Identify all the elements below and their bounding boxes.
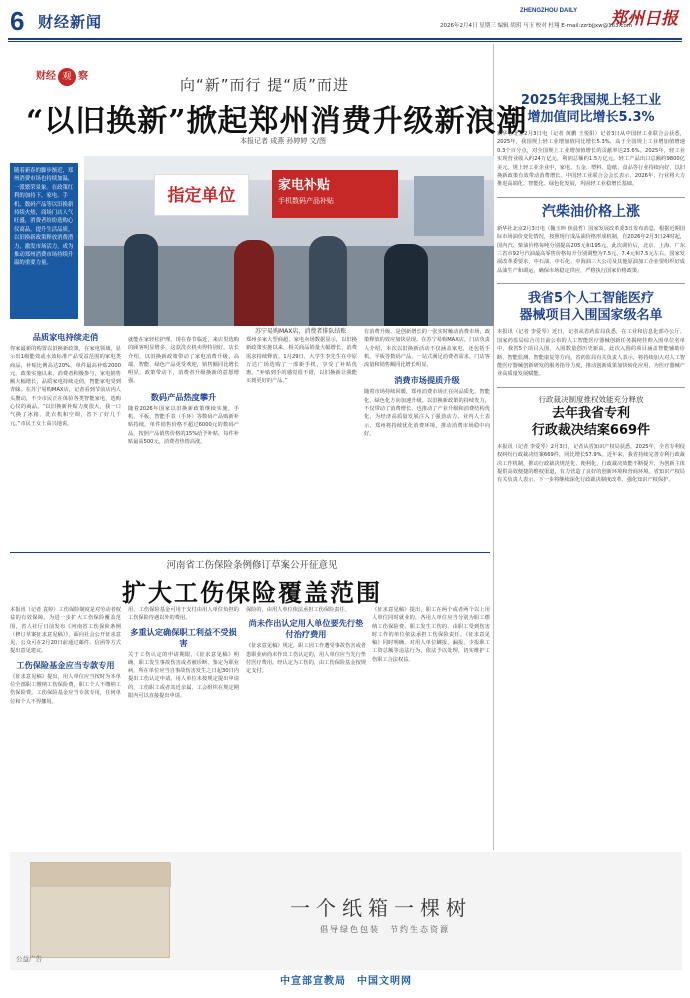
ad-box-lid	[31, 863, 171, 887]
story2-heading: 汽柴油价格上涨	[542, 203, 640, 220]
ad-footer	[10, 972, 682, 992]
photo-caption: 苏宁易购MAX店，消费者排队结账	[255, 328, 347, 335]
paper-english-name: ZHENGZHOU DAILY	[520, 8, 578, 14]
column-kicker	[36, 64, 104, 86]
second-col3-text: 保险的，由用人单位依法承担工伤保险责任。	[246, 607, 350, 613]
story1-heading-1: 2025年我国规上轻工业	[520, 93, 662, 108]
second-col-2	[128, 606, 239, 700]
col4-text-2: 随着市场持续回暖，郑州消费市场正在向品质化、智能化、绿色化方向加速升级。以旧换新政策的持续发力，不仅带动了消费增长，也推动了产业升级和消费结构优化，为经济高质量发展注入了强劲动力。业内人士表示，郑州将持续优化消费环境，推动消费市场稳中向好。	[364, 389, 490, 437]
story4-heading-1: 去年我省专利	[551, 405, 630, 421]
col2-heading: 数码产品热度攀升	[150, 391, 217, 402]
story3	[497, 283, 685, 378]
second-col1-text: 本报讯（记者 袁婷）工伤保险制度是对劳动者权益的有效保障。为进一步扩大工伤保险覆盖范围，省人社厅日前发布《河南省工伤保险条例（修订草案征求意见稿）》，面向社会公开征求意见，公众可在2月20日前通过邮件、信函等方式提出意见建议。	[10, 607, 121, 655]
photo-sign-subsidy-title: 家电补贴	[278, 178, 331, 193]
paper-logo: 郑州日报	[610, 9, 678, 29]
main-col-3	[246, 336, 357, 386]
person-2	[234, 240, 274, 326]
second-col3-heading: 尚未作出认定用人单位要先行垫付治疗费用	[248, 618, 364, 640]
kicker-left: 财经	[36, 71, 56, 82]
second-col4-text: 《征求意见稿》提出，职工在两个或者两个以上用人单位同时就业的，各用人单位应当分别为职工缴纳工伤保险费。职工发生工伤的，由职工受到伤害时工作的单位依法承担工伤保险责任。《征求意见稿》同时明确，对用人单位瞒报、漏报、少报职工工资总额等违法行为，依法予以处理，切实维护工伤职工合法权益。	[372, 607, 490, 663]
public-service-ad	[10, 852, 682, 970]
story4-body: 本报讯（记者 李爱琴）2月3日，记者从省知识产权局获悉，2025年，全省专利侵权纠纷行政裁决结案669件，同比增长57.9%。近年来，我省持续完善专利行政裁决工作机制，推动行政裁决规范化、便利化，行政裁决效能不断提升，为创新主体提供高效便捷的维权渠道，有力营造了良好的创新环境和营商环境。省知识产权局有关负责人表示，下一步将继续深化行政裁决制度改革，强化知识产权保护。	[497, 443, 685, 484]
story3-heading-2: 器械项目入围国家级名单	[519, 308, 663, 324]
person-1	[124, 234, 158, 326]
second-story-header	[10, 557, 494, 608]
col2-text-2: 随着2026年国家以旧换新政策继续实施，手机、平板、智能手表（手环）等数码产品购新补贴持续。单件销售价格不超过6000元的数码产品，按照产品销售价格的15%给予补贴，每件补贴最高500元，消费者热情高涨。	[128, 405, 239, 445]
second-col1-text-2: 《征求意见稿》提出，用人单位应当按时为本单位全部职工缴纳工伤保险费，职工个人不缴纳工伤保险费。工伤保险基金应当专款专用，任何单位和个人不得挪用。	[10, 673, 121, 705]
section-name: 财经新闻	[38, 13, 103, 31]
right-column	[497, 44, 685, 485]
col2-text: 就能在家轻松护理。现在春节临近，来店里选购的顾客明显增多，这款洗衣机卖得特别好。店长介绍，以旧换新政策带动了家电消费升级，高端、智能、绿色产品更受欢迎，销售额同比增长明显。政策带动下，消费者升级换新的意愿增强。	[128, 337, 239, 385]
ad-title: 一个纸箱一棵树	[290, 896, 472, 920]
second-headline: 扩大工伤保险覆盖范围	[122, 578, 382, 607]
story1-body: 新华社北京2月3日电（记者 黄鹏 王悦阳）记者3日从中国轻工业联合会获悉，2025年，我国规上轻工业增加值同比增长5.3%，高于全国规上工业增加值增速0.3个百分点，对全国规上工业增加值增长的贡献率达23.6%。2025年，轻工业实现营业收入约24万亿元，利润总额约1.5万亿元。轻工产品出口总额约9800亿美元。规上轻工业企业中，家电、五金、塑料、造纸、食品等行业持续向好，以旧换新政策有效带动消费增长。中国轻工业联合会会长表示，2026年，行业将大力推进高端化、智能化、绿色化发展，巩固轻工业稳增长基础。	[497, 131, 685, 188]
section-rule	[10, 552, 490, 553]
col4-text: 有消费升级、是创新增长的一张实时触动消费市场，政策释放的效应加快显现。在苏宁易购MAX店，门店负责人介绍，本次以旧换新活动不仅涵盖家电，还包括手机、平板等数码产品，一站式满足消费者需求，门店客流量和销售额同比增长明显。	[364, 329, 490, 369]
lead-summary-box: 随着新春的脚步渐近，郑州消费市场也持续加温，一派繁荣景象。在政策红利的加持下，家电、手机、数码产品等以旧换新持续火热，商场门店人气旺盛，消费者纷纷选购心仪商品，提升生活品质。以旧换新政策释放消费潜力，激发市场活力，成为推动郑州消费市场持续升温的重要力量。	[10, 163, 78, 319]
second-col-4	[372, 606, 490, 664]
col3-text: 郑州多家大型商超、家电卖场数据显示，以旧换新政策实施以来，相关商品销量大幅增长，消费需求持续释放。1月29日，大学生李先生在中原万达广场选购了一部新手机，享受了补贴优惠。“补贴到手的感觉很不错，以旧换新让我能买到更好的产品。”	[246, 337, 357, 385]
page-number: 6	[10, 6, 25, 36]
story1-heading-2: 增加值同比增长5.3%	[527, 110, 655, 125]
issue-meta: 2026年2月4日 星期三 编辑 胡玥 马玉 校对 杜翔 E-mail:zzrbjjxw@163.com	[440, 23, 633, 29]
story1	[497, 92, 685, 189]
main-col-2	[128, 336, 239, 446]
second-col-1	[10, 606, 121, 706]
second-col2-text: 用，工伤保险基金可用于支付由用人单位负担的工伤保险待遇以外的费用。	[128, 607, 239, 622]
story4-kicker: 行政裁决制度推权效能充分释放	[538, 394, 644, 404]
col1-text: 你家最新的购置以旧换新政策，在家电领域，显示出1级能效或水效标准产品受益范围的家电类商品，补贴比例高达20%，单件最高补贴2000元。政策实施以来，消费者积极参与，家电销售额大幅增长，品质家电持续走俏，智能家电受到青睐。在苏宁易购MAX店，记者看到节前店内人头攒动，不少市民正在体验各类智能家电，选购心仪的商品。“以旧换新补贴力度很大，我一口气换了冰箱、洗衣机和空调，省下了好几千元。”市民王女士高兴地说。	[10, 346, 121, 427]
main-col-4	[364, 152, 490, 438]
story4	[497, 387, 685, 485]
story3-heading-1: 我省5个人工智能医疗	[527, 291, 655, 307]
top-rule-thin	[8, 41, 682, 42]
story2	[497, 197, 685, 275]
main-headline: “以旧换新”掀起郑州消费升级新浪潮	[26, 104, 528, 139]
col4-heading: 消费市场提质升级	[394, 375, 460, 386]
col1-heading: 品质家电持续走俏	[32, 332, 99, 342]
person-3	[309, 236, 347, 326]
second-col2-text-2: 关于工伤认定的申请期限，《征求意见稿》明确，职工发生事故伤害或者被诊断、鉴定为职业病，所在单位应当自事故伤害发生之日起30日内提出工伤认定申请。用人单位未按规定提出申请的，工伤职工或者其近亲属、工会组织在规定期限内可以直接提出申请。	[128, 651, 239, 700]
second-subtitle: 河南省工伤保险条例修订草案公开征意见	[166, 560, 338, 571]
main-byline: 本报记者 成燕 孙婷婷 文/图	[240, 137, 327, 145]
second-col-3	[246, 606, 366, 675]
second-col3-text-2: 《征求意见稿》规定，职工因工作遭受事故伤害或者患职业病尚未作出工伤认定的，用人单位应当先行垫付医疗费用。经认定为工伤的，由工伤保险基金按规定支付。	[246, 643, 366, 675]
kicker-badge: 观	[58, 68, 76, 86]
second-col1-heading: 工伤保险基金应当专款专用	[16, 659, 115, 670]
ad-footer-text: 中宣部宣教局 中国文明网	[280, 976, 412, 987]
second-col2-heading: 多重认定确保职工利益不受损害	[130, 626, 237, 648]
ad-slogan: 倡导绿色包装 节约生态资源	[320, 925, 450, 934]
story2-body: 新华社北京2月3日电（魏玉坤 焦晨哲）国家发展改革委3日发布消息，根据近期国际市场油价变化情况，按照现行成品油价格形成机制，自2026年2月3日24时起，国内汽、柴油价格每吨分别提高205元和195元。此次调价后，北京、上海、广东三省市92号汽油最高零售价格每升分别调整为7.5元、7.4元和7.5元左右。国家发展改革委要求，中石油、中石化、中海油三大公司及其他原油加工企业要组织好成品油生产和调运，确保市场稳定供应，严格执行国家价格政策。	[497, 225, 685, 274]
main-subtitle: 向“新”而行 提“质”而进	[180, 76, 349, 94]
story3-body: 本报讯（记者 李爱琴）近日，记者从省药监局获悉，在工业和信息化部办公厅、国家药监局综合司日前公布的人工智能医疗器械创新任务揭榜挂帅入围单位名单中，我省5个项目入围，入围数量创历史新高。此次入围的项目涵盖智能辅助诊断、智能监测、智能康复等方向。省药监局有关负责人表示，将持续加大对人工智能医疗器械创新研发的服务指导力度，推动创新成果加快转化应用，为医疗器械产业高质量发展赋能。	[497, 329, 685, 378]
top-rule	[8, 38, 682, 40]
ad-box-illustration	[30, 862, 170, 958]
story4-heading-2: 行政裁决结案669件	[531, 422, 651, 438]
main-col-1	[10, 330, 121, 428]
photo-sign-subsidy-sub: 手机数码产品补贴	[278, 197, 334, 205]
kicker-right: 察	[78, 71, 88, 82]
ad-label: 公益广告	[16, 955, 42, 963]
photo-sign-designated: 指定单位	[154, 174, 249, 216]
